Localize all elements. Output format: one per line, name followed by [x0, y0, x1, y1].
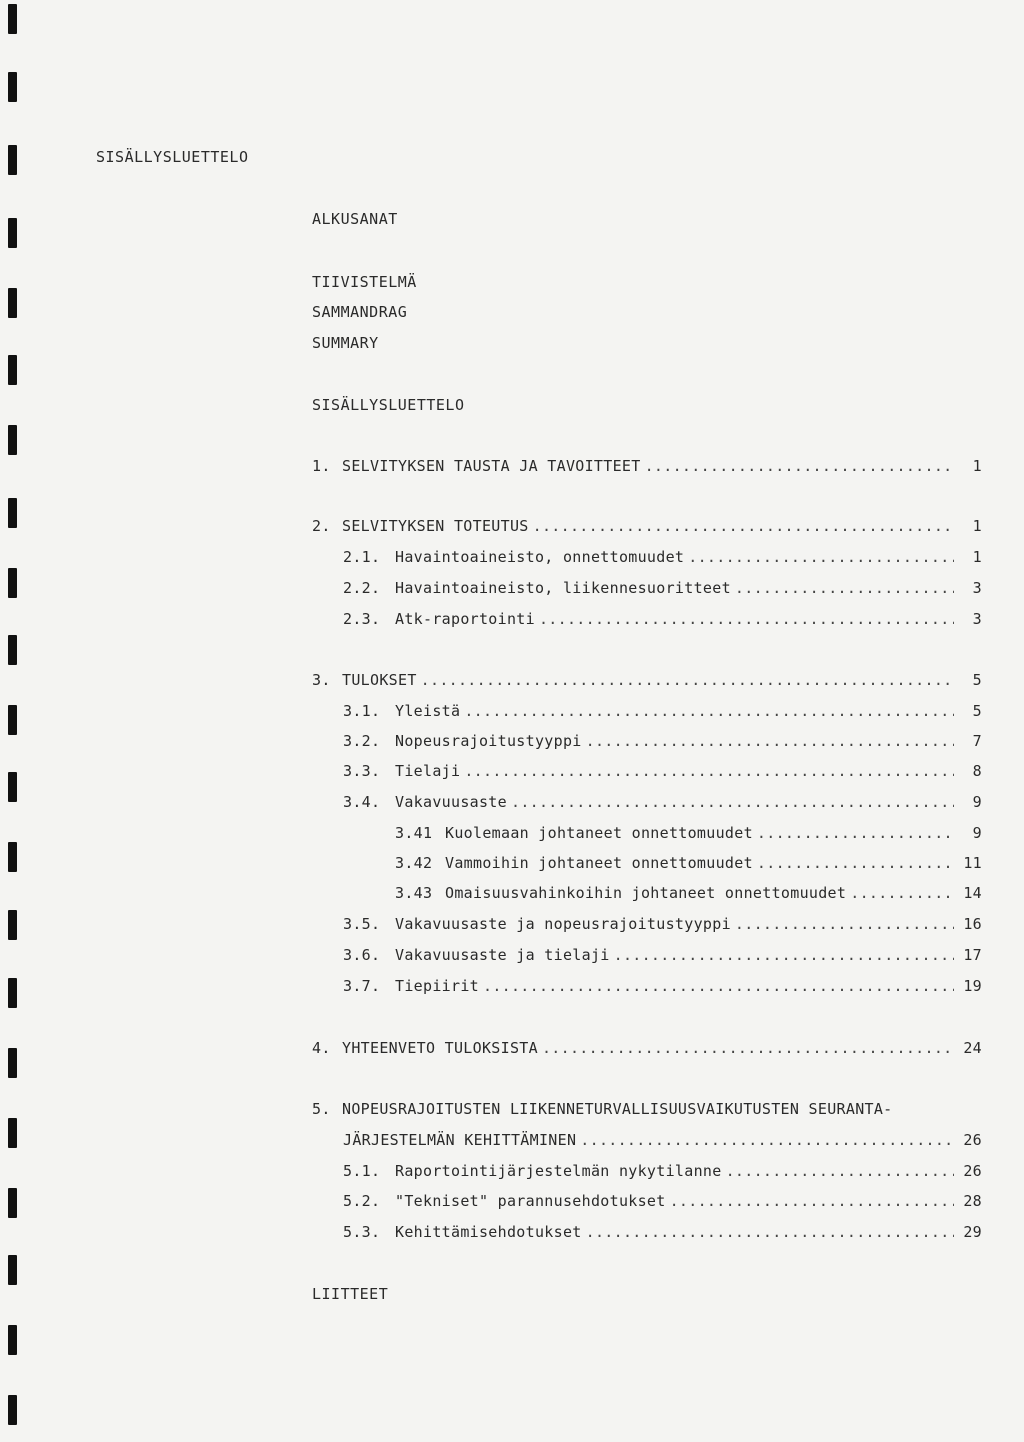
- toc-number: 3.4.: [343, 793, 381, 811]
- binding-hole: [8, 568, 17, 598]
- toc-number: 3.42: [395, 854, 433, 872]
- toc-number: 2.3.: [343, 610, 381, 628]
- binding-hole: [8, 145, 17, 175]
- toc-entry: [343, 702, 982, 722]
- toc-page: 3: [972, 610, 982, 628]
- toc-page: 16: [963, 915, 982, 933]
- toc-number: 4.: [312, 1039, 331, 1057]
- toc-leader: [542, 1039, 954, 1057]
- toc-page: 29: [963, 1223, 982, 1241]
- toc-number: 5.1.: [343, 1162, 381, 1180]
- toc-entry: [343, 732, 982, 752]
- binding-hole: [8, 1325, 17, 1355]
- toc-leader: [726, 1162, 954, 1180]
- toc-entry: [343, 579, 982, 599]
- toc-entry: [395, 854, 982, 874]
- binding-hole: [8, 355, 17, 385]
- toc-number: 3.: [312, 671, 331, 689]
- toc-label: Kuolemaan johtaneet onnettomuudet: [445, 824, 753, 842]
- toc-leader: [735, 915, 954, 933]
- toc-entry: [343, 977, 982, 997]
- toc-label: Havaintoaineisto, liikennesuoritteet: [395, 579, 731, 597]
- toc-page: 1: [972, 548, 982, 566]
- binding-hole: [8, 72, 17, 102]
- front-abstract-fi: TIIVISTELMÄ: [312, 273, 417, 291]
- toc-entry: [343, 1131, 982, 1151]
- toc-number: 2.2.: [343, 579, 381, 597]
- toc-entry: [343, 610, 982, 630]
- toc-label: Vammoihin johtaneet onnettomuudet: [445, 854, 753, 872]
- toc-label: JÄRJESTELMÄN KEHITTÄMINEN: [343, 1131, 577, 1149]
- toc-leader: [464, 762, 954, 780]
- appendix-label: LIITTEET: [312, 1285, 389, 1303]
- binding-hole: [8, 498, 17, 528]
- binding-hole: [8, 842, 17, 872]
- front-contents: SISÄLLYSLUETTELO: [312, 396, 465, 414]
- toc-page: 17: [963, 946, 982, 964]
- toc-leader: [850, 884, 954, 902]
- toc-entry: [343, 1223, 982, 1243]
- toc-leader: [757, 854, 954, 872]
- toc-number: 5.: [312, 1100, 331, 1118]
- toc-leader: [464, 702, 954, 720]
- toc-number: 5.3.: [343, 1223, 381, 1241]
- toc-page: 1: [972, 517, 982, 535]
- front-foreword: ALKUSANAT: [312, 210, 398, 228]
- toc-label: Raportointijärjestelmän nykytilanne: [395, 1162, 722, 1180]
- binding-hole: [8, 425, 17, 455]
- toc-number: 2.1.: [343, 548, 381, 566]
- toc-leader: [688, 548, 954, 566]
- toc-page: 14: [963, 884, 982, 902]
- toc-page: 24: [963, 1039, 982, 1057]
- toc-page: 8: [972, 762, 982, 780]
- toc-label: Vakavuusaste ja nopeusrajoitustyyppi: [395, 915, 731, 933]
- toc-page: 9: [972, 793, 982, 811]
- binding-hole: [8, 288, 17, 318]
- binding-hole: [8, 4, 17, 34]
- toc-number: 3.6.: [343, 946, 381, 964]
- toc-number: 3.43: [395, 884, 433, 902]
- toc-entry: [343, 793, 982, 813]
- toc-label: TULOKSET: [342, 671, 417, 689]
- toc-entry: [395, 824, 982, 844]
- toc-number: 3.3.: [343, 762, 381, 780]
- toc-label: Nopeusrajoitustyyppi: [395, 732, 582, 750]
- toc-entry: [343, 1192, 982, 1212]
- binding-hole: [8, 772, 17, 802]
- toc-entry: [312, 1039, 982, 1059]
- toc-leader: [580, 1131, 954, 1149]
- toc-label: SELVITYKSEN TAUSTA JA TAVOITTEET: [342, 457, 641, 475]
- toc-page: 26: [963, 1162, 982, 1180]
- toc-entry: [312, 517, 982, 537]
- toc-number: 3.7.: [343, 977, 381, 995]
- toc-label: Vakavuusaste ja tielaji: [395, 946, 610, 964]
- toc-page: 28: [963, 1192, 982, 1210]
- toc-label: NOPEUSRAJOITUSTEN LIIKENNETURVALLISUUSVAIKUTUSTEN SEURANTA-: [342, 1100, 893, 1118]
- toc-number: 3.5.: [343, 915, 381, 933]
- toc-label: SELVITYKSEN TOTEUTUS: [342, 517, 529, 535]
- binding-hole: [8, 1395, 17, 1425]
- toc-leader: [670, 1192, 954, 1210]
- toc-entry: [343, 548, 982, 568]
- toc-label: Tielaji: [395, 762, 461, 780]
- toc-page: 9: [972, 824, 982, 842]
- binding-hole: [8, 910, 17, 940]
- toc-label: YHTEENVETO TULOKSISTA: [342, 1039, 538, 1057]
- binding-hole: [8, 1255, 17, 1285]
- toc-page: 26: [963, 1131, 982, 1149]
- toc-page: 19: [963, 977, 982, 995]
- front-abstract-sv: SAMMANDRAG: [312, 303, 408, 321]
- toc-label: "Tekniset" parannusehdotukset: [395, 1192, 666, 1210]
- toc-entry: [395, 884, 982, 904]
- toc-label: Kehittämisehdotukset: [395, 1223, 582, 1241]
- binding-hole: [8, 1048, 17, 1078]
- toc-entry: [343, 915, 982, 935]
- binding-hole: [8, 635, 17, 665]
- toc-label: Omaisuusvahinkoihin johtaneet onnettomuudet: [445, 884, 847, 902]
- toc-number: 2.: [312, 517, 331, 535]
- toc-number: 3.1.: [343, 702, 381, 720]
- binding-hole: [8, 705, 17, 735]
- toc-entry: [312, 671, 982, 691]
- binding-hole: [8, 1118, 17, 1148]
- toc-entry: [343, 762, 982, 782]
- toc-number: 3.41: [395, 824, 433, 842]
- toc-page: 1: [972, 457, 982, 475]
- toc-leader: [614, 946, 954, 964]
- front-abstract-en: SUMMARY: [312, 334, 379, 352]
- toc-entry: [312, 457, 982, 477]
- toc-label: Atk-raportointi: [395, 610, 535, 628]
- toc-leader: [645, 457, 954, 475]
- toc-entry: [343, 946, 982, 966]
- toc-leader: [539, 610, 954, 628]
- page-title: SISÄLLYSLUETTELO: [96, 148, 249, 166]
- toc-label: Havaintoaineisto, onnettomuudet: [395, 548, 685, 566]
- toc-label: Tiepiirit: [395, 977, 479, 995]
- binding-hole: [8, 218, 17, 248]
- toc-leader: [757, 824, 954, 842]
- toc-number: 3.2.: [343, 732, 381, 750]
- toc-label: Yleistä: [395, 702, 461, 720]
- toc-leader: [735, 579, 954, 597]
- toc-page: 5: [972, 671, 982, 689]
- toc-leader: [511, 793, 954, 811]
- toc-number: 5.2.: [343, 1192, 381, 1210]
- toc-entry: [312, 1100, 982, 1120]
- toc-label: Vakavuusaste: [395, 793, 507, 811]
- toc-leader: [586, 1223, 954, 1241]
- toc-number: 1.: [312, 457, 331, 475]
- toc-page: 11: [963, 854, 982, 872]
- binding-hole: [8, 978, 17, 1008]
- toc-leader: [421, 671, 954, 689]
- toc-page: 3: [972, 579, 982, 597]
- toc-page: 7: [972, 732, 982, 750]
- toc-leader: [483, 977, 954, 995]
- toc-entry: [343, 1162, 982, 1182]
- binding-hole: [8, 1188, 17, 1218]
- toc-leader: [533, 517, 954, 535]
- toc-page: 5: [972, 702, 982, 720]
- toc-leader: [586, 732, 954, 750]
